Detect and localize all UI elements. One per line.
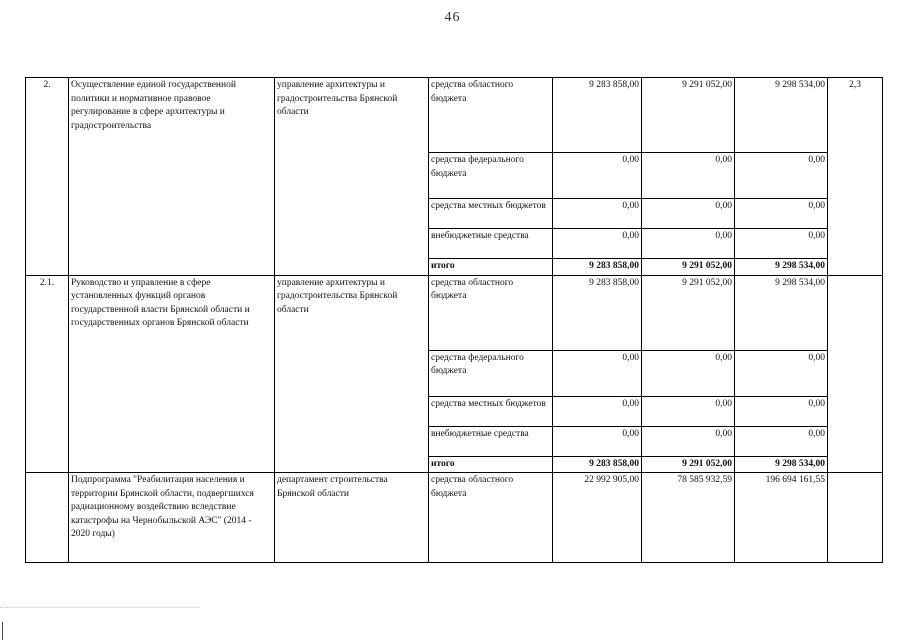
total-label: итого <box>429 259 553 276</box>
amount-year-3: 0,00 <box>735 229 828 259</box>
indicator-ref: 2,3 <box>828 78 883 276</box>
amount-year-3: 0,00 <box>735 199 828 229</box>
funding-source: внебюджетные средства <box>429 426 553 456</box>
executor-name: управление архитектуры и градостроительства Брянской области <box>275 275 429 473</box>
row-number: 2. <box>26 78 69 276</box>
funding-source: средства областного бюджета <box>429 275 553 350</box>
indicator-ref <box>828 473 883 563</box>
amount-year-1: 0,00 <box>553 199 642 229</box>
total-year-1: 9 283 858,00 <box>553 456 642 473</box>
funding-source: внебюджетные средства <box>429 229 553 259</box>
amount-year-3: 0,00 <box>735 396 828 426</box>
amount-year-1: 0,00 <box>553 396 642 426</box>
amount-year-3: 196 694 161,55 <box>735 473 828 563</box>
amount-year-3: 0,00 <box>735 426 828 456</box>
total-year-2: 9 291 052,00 <box>642 456 735 473</box>
amount-year-3: 0,00 <box>735 350 828 396</box>
subprogram-name: Подпрограмма "Реабилитация населения и территории Брянской области, подвергшихся радиационному воздействию вследствие катастрофы на Чернобыльской АЭС" (2014 - 2020 годы) <box>69 473 275 563</box>
measure-name: Осуществление единой государственной политики и нормативное правовое регулирование в сфере архитектуры и градостроительства <box>69 78 275 276</box>
total-year-3: 9 298 534,00 <box>735 456 828 473</box>
amount-year-2: 0,00 <box>642 426 735 456</box>
measure-name: Руководство и управление в сфере установленных функций органов государственной власти Брянской области и государственных органов Брянской области <box>69 275 275 473</box>
amount-year-3: 9 298 534,00 <box>735 275 828 350</box>
amount-year-2: 0,00 <box>642 350 735 396</box>
executor-name: департамент строительства Брянской области <box>275 473 429 563</box>
indicator-ref <box>828 275 883 473</box>
amount-year-2: 78 585 932,59 <box>642 473 735 563</box>
page-number: 46 <box>444 10 461 25</box>
amount-year-3: 0,00 <box>735 153 828 199</box>
amount-year-1: 9 283 858,00 <box>553 78 642 153</box>
table-row <box>26 473 883 563</box>
amount-year-2: 9 291 052,00 <box>642 78 735 153</box>
total-year-3: 9 298 534,00 <box>735 259 828 276</box>
scan-edge-mark <box>2 622 3 640</box>
amount-year-2: 0,00 <box>642 396 735 426</box>
amount-year-2: 0,00 <box>642 153 735 199</box>
table-row <box>26 78 883 153</box>
amount-year-2: 0,00 <box>642 229 735 259</box>
amount-year-3: 9 298 534,00 <box>735 78 828 153</box>
executor-name: управление архитектуры и градостроительства Брянской области <box>275 78 429 276</box>
funding-source: средства областного бюджета <box>429 473 553 563</box>
funding-source: средства местных бюджетов <box>429 199 553 229</box>
amount-year-1: 0,00 <box>553 426 642 456</box>
total-year-2: 9 291 052,00 <box>642 259 735 276</box>
amount-year-1: 22 992 905,00 <box>553 473 642 563</box>
funding-source: средства федерального бюджета <box>429 350 553 396</box>
row-number <box>26 473 69 563</box>
funding-source: средства местных бюджетов <box>429 396 553 426</box>
total-label: итого <box>429 456 553 473</box>
amount-year-1: 0,00 <box>553 229 642 259</box>
budget-table <box>25 77 883 563</box>
amount-year-1: 9 283 858,00 <box>553 275 642 350</box>
funding-source: средства областного бюджета <box>429 78 553 153</box>
amount-year-2: 0,00 <box>642 199 735 229</box>
amount-year-1: 0,00 <box>553 153 642 199</box>
total-year-1: 9 283 858,00 <box>553 259 642 276</box>
table-row <box>26 275 883 350</box>
row-number: 2.1. <box>26 275 69 473</box>
scan-artifact <box>0 607 200 609</box>
amount-year-2: 9 291 052,00 <box>642 275 735 350</box>
funding-source: средства федерального бюджета <box>429 153 553 199</box>
amount-year-1: 0,00 <box>553 350 642 396</box>
